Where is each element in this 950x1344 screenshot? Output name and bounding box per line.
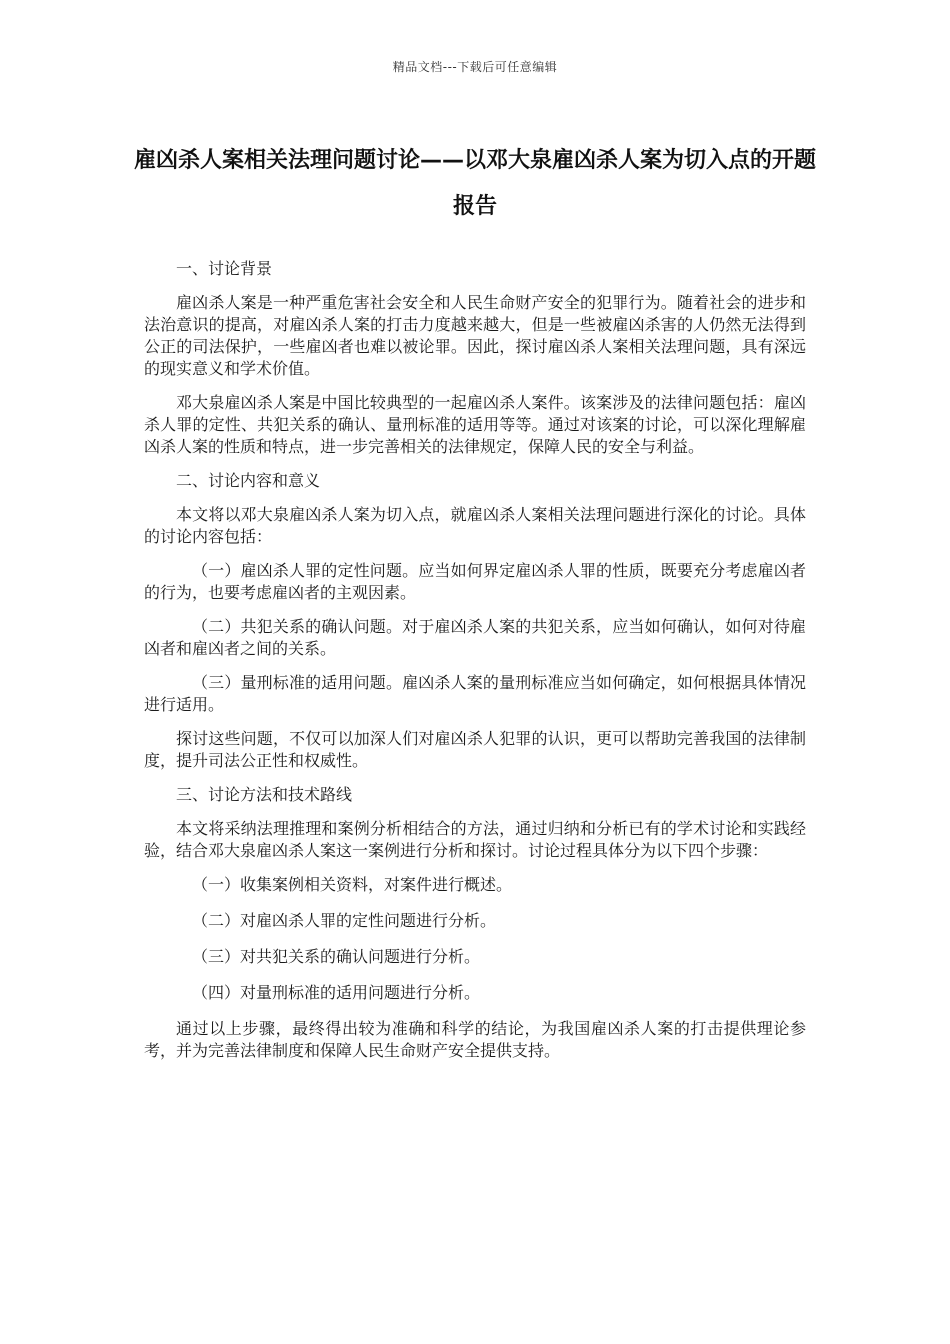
list-item: （四）对量刑标准的适用问题进行分析。: [192, 983, 481, 1002]
section-heading: 二、讨论内容和意义: [176, 471, 321, 490]
document-title: 雇凶杀人案相关法理问题讨论——以邓大泉雇凶杀人案为切入点的开题报告: [133, 148, 816, 219]
list-item: （三）量刑标准的适用问题。雇凶杀人案的量刑标准应当如何确定，如何根据具体情况进行适用。: [144, 673, 806, 714]
list-item: （二）对雇凶杀人罪的定性问题进行分析。: [192, 911, 497, 930]
list-item: （三）对共犯关系的确认问题进行分析。: [192, 947, 481, 966]
header-note: 精品文档---下载后可任意编辑: [392, 60, 558, 74]
list-item: （一）收集案例相关资料，对案件进行概述。: [192, 875, 513, 894]
paragraph: 本文将采纳法理推理和案例分析相结合的方法，通过归纳和分析已有的学术讨论和实践经验，结合邓大泉雇凶杀人案这一案例进行分析和探讨。讨论过程具体分为以下四个步骤：: [144, 819, 806, 860]
section-heading: 三、讨论方法和技术路线: [176, 785, 353, 804]
paragraph: 雇凶杀人案是一种严重危害社会安全和人民生命财产安全的犯罪行为。随着社会的进步和法治意识的提高，对雇凶杀人案的打击力度越来越大，但是一些被雇凶杀害的人仍然无法得到公正的司法保护，一些雇凶者也难以被论罪。因此，探讨雇凶杀人案相关法理问题，具有深远的现实意义和学术价值。: [144, 293, 806, 378]
paragraph: 邓大泉雇凶杀人案是中国比较典型的一起雇凶杀人案件。该案涉及的法律问题包括：雇凶杀人罪的定性、共犯关系的确认、量刑标准的适用等等。通过对该案的讨论，可以深化理解雇凶杀人案的性质和特点，进一步完善相关的法律规定，保障人民的安全与利益。: [144, 393, 806, 456]
list-item: （二）共犯关系的确认问题。对于雇凶杀人案的共犯关系，应当如何确认，如何对待雇凶者和雇凶者之间的关系。: [144, 617, 806, 658]
document-body: [144, 258, 806, 1074]
paragraph: 探讨这些问题，不仅可以加深人们对雇凶杀人犯罪的认识，更可以帮助完善我国的法律制度，提升司法公正性和权威性。: [144, 729, 806, 770]
list-item: （一）雇凶杀人罪的定性问题。应当如何界定雇凶杀人罪的性质，既要充分考虑雇凶者的行为，也要考虑雇凶者的主观因素。: [144, 561, 806, 602]
paragraph: 本文将以邓大泉雇凶杀人案为切入点，就雇凶杀人案相关法理问题进行深化的讨论。具体的讨论内容包括：: [144, 505, 806, 546]
paragraph: 通过以上步骤，最终得出较为准确和科学的结论，为我国雇凶杀人案的打击提供理论参考，并为完善法律制度和保障人民生命财产安全提供支持。: [144, 1019, 806, 1060]
section-heading: 一、讨论背景: [176, 259, 273, 278]
